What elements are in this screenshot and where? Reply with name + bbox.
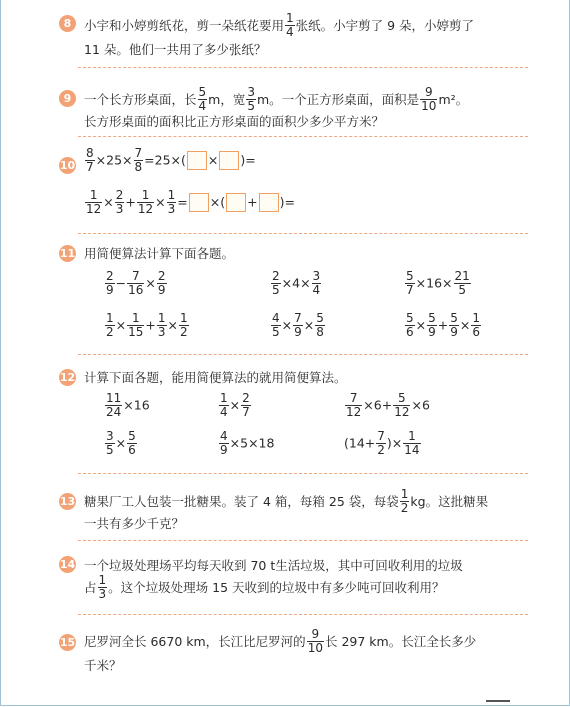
expression: $\frac{4}{9}$ ×5×18 — [220, 429, 275, 457]
fraction: $\frac{1}{12}$ — [86, 188, 102, 216]
problem-number: 10 — [59, 159, 76, 172]
fraction: $\frac{3}{5}$ — [247, 85, 255, 113]
problem-number: 11 — [59, 247, 76, 260]
problem-text-line: 一共有多少千克？ — [84, 516, 185, 531]
fraction: $\frac{2}{3}$ — [115, 188, 124, 216]
answer-box[interactable] — [187, 151, 207, 170]
problem-text-line: 尼罗河全长 6670 km，长江比尼罗河的 $\frac{9}{10}$ 长 297 km。长江全长多少 — [84, 627, 477, 655]
problem-11 — [59, 244, 528, 344]
problem-title: 计算下面各题，能用简便算法的就用简便算法。 — [84, 370, 347, 385]
text: 小宇和小婷剪纸花，剪一朵纸花要用 — [84, 18, 285, 34]
expression: (14+ $\frac{7}{2}$ )× $\frac{1}{14}$ — [344, 429, 420, 457]
divider — [78, 136, 528, 137]
problem-15 — [59, 627, 528, 678]
problem-text-line: 占 $\frac{1}{3}$ 。这个垃圾处理场 15 天收到的垃圾中有多少吨可回收利用？ — [84, 573, 445, 601]
page-number-mark — [486, 700, 510, 706]
answer-box[interactable] — [219, 151, 239, 170]
divider — [78, 614, 528, 615]
divider — [78, 540, 528, 541]
problem-13 — [59, 487, 528, 532]
fraction: $\frac{5}{4}$ — [198, 85, 207, 113]
expression: $\frac{2}{5}$ ×4× $\frac{3}{4}$ — [272, 269, 321, 297]
text: 张纸。小宇剪了 9 朵，小婷剪了 — [295, 18, 475, 34]
problem-number: 12 — [59, 371, 76, 384]
problem-8 — [63, 11, 528, 62]
problem-9 — [63, 85, 528, 130]
fraction: $\frac{8}{7}$ — [86, 146, 94, 174]
divider — [78, 67, 528, 68]
answer-box[interactable] — [226, 193, 246, 212]
equation-row: $\frac{1}{12}$ × $\frac{2}{3}$ + $\frac{1}{12}$ × $\frac{1}{3}$ = ×( + )= — [86, 188, 295, 216]
problem-text-line — [84, 86, 468, 112]
equation-row: $\frac{8}{7}$ ×25× $\frac{7}{8}$ =25×( × )= — [86, 146, 256, 174]
fraction: $\frac{1}{4}$ — [286, 11, 294, 39]
fraction: $\frac{1}{12}$ — [137, 188, 154, 216]
answer-box[interactable] — [259, 193, 279, 212]
problem-text-line: 一个垃圾处理场平均每天收到 70 t生活垃圾，其中可回收利用的垃圾 — [84, 558, 463, 573]
problem-text-line: 千米？ — [84, 658, 122, 673]
problem-number: 9 — [59, 90, 76, 107]
fraction: $\frac{1}{3}$ — [167, 188, 176, 216]
problem-number: 15 — [59, 636, 76, 649]
problem-title: 用简便算法计算下面各题。 — [84, 246, 235, 261]
expression: $\frac{1}{4}$ × $\frac{2}{7}$ — [220, 391, 250, 419]
expression: $\frac{7}{12}$ ×6+ $\frac{5}{12}$ ×6 — [346, 391, 430, 419]
problem-number: 14 — [59, 558, 76, 571]
problem-text-line: 11 朵。他们一共用了多少张纸？ — [84, 42, 267, 57]
problem-14 — [59, 556, 528, 606]
fraction: $\frac{9}{10}$ — [421, 85, 437, 113]
text: 一个长方形桌面，长 — [84, 92, 197, 108]
divider — [78, 473, 528, 474]
fraction: $\frac{7}{8}$ — [134, 146, 143, 174]
problem-text-line: 长方形桌面的面积比正方形桌面的面积少多少平方米？ — [84, 114, 385, 129]
problem-text-line — [84, 12, 474, 38]
text: m²。 — [438, 92, 469, 108]
expression: $\frac{11}{24}$ ×16 — [106, 391, 150, 419]
expression: $\frac{3}{5}$ × $\frac{5}{6}$ — [106, 429, 136, 457]
answer-box[interactable] — [189, 193, 209, 212]
divider — [78, 354, 528, 355]
problem-number: 13 — [59, 495, 76, 508]
fraction: $\frac{1}{3}$ — [98, 573, 107, 601]
problem-12 — [59, 368, 528, 468]
expression: $\frac{1}{2}$ × $\frac{1}{15}$ + $\frac{1}{3}$ × $\frac{1}{2}$ — [106, 311, 188, 339]
problem-10 — [59, 146, 528, 227]
expression: $\frac{5}{7}$ ×16× $\frac{21}{5}$ — [406, 269, 470, 297]
fraction: $\frac{9}{10}$ — [307, 627, 323, 655]
fraction: $\frac{1}{2}$ — [400, 487, 409, 515]
text: m。一个正方形桌面，面积是 — [256, 92, 420, 108]
expression: $\frac{2}{9}$ − $\frac{7}{16}$ × $\frac{2}{9}$ — [106, 269, 166, 297]
problem-text-line: 糖果厂工人包装一批糖果。装了 4 箱，每箱 25 袋，每袋 $\frac{1}{2}$ kg。这批糖果 — [84, 487, 489, 515]
expression: $\frac{5}{6}$ × $\frac{5}{9}$ + $\frac{5}{9}$ × $\frac{1}{6}$ — [406, 311, 481, 339]
problem-number: 8 — [59, 15, 76, 32]
text: m，宽 — [208, 92, 246, 108]
divider — [78, 233, 528, 234]
expression: $\frac{4}{5}$ × $\frac{7}{9}$ × $\frac{5}{8}$ — [272, 311, 324, 339]
